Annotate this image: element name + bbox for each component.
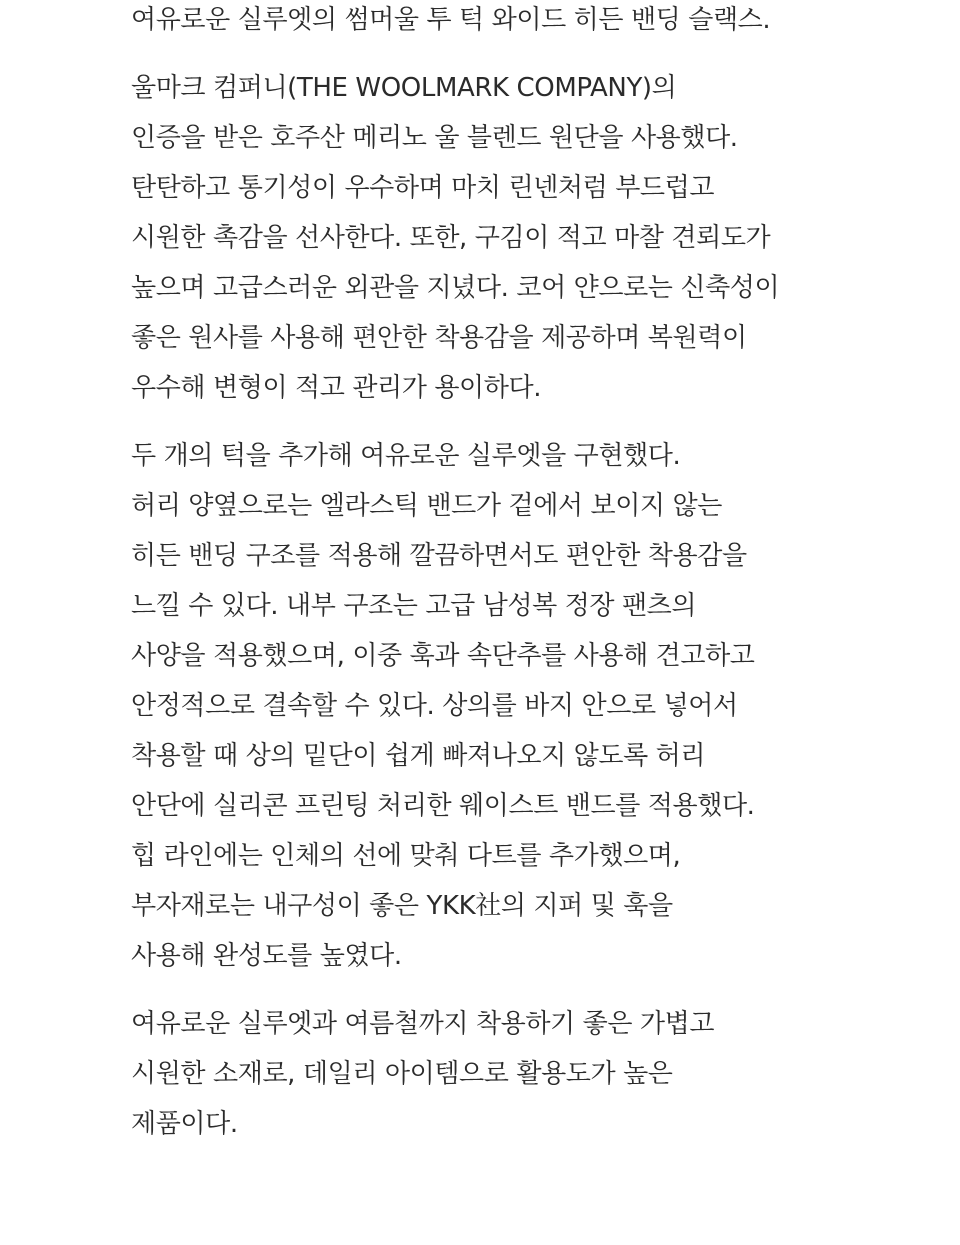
paragraph-line: 시원한 촉감을 선사한다. 또한, 구김이 적고 마찰 견뢰도가 <box>131 223 771 253</box>
paragraph-line: 두 개의 턱을 추가해 여유로운 실루엣을 구현했다. <box>131 441 681 471</box>
paragraph-line: 울마크 컴퍼니(THE WOOLMARK COMPANY)의 <box>131 73 677 103</box>
paragraph-line: 안정적으로 결속할 수 있다. 상의를 바지 안으로 넣어서 <box>131 691 738 721</box>
paragraph-line: 힙 라인에는 인체의 선에 맞춰 다트를 추가했으며, <box>131 841 681 871</box>
paragraph-line: 높으며 고급스러운 외관을 지녔다. 코어 얀으로는 신축성이 <box>131 273 780 303</box>
description-paragraph <box>131 431 931 981</box>
paragraph-line: 여유로운 실루엣과 여름철까지 착용하기 좋은 가볍고 <box>131 1009 715 1039</box>
paragraph-line: 부자재로는 내구성이 좋은 YKK社의 지퍼 및 훅을 <box>131 891 673 921</box>
description-paragraph <box>131 0 931 45</box>
paragraph-line: 인증을 받은 호주산 메리노 울 블렌드 원단을 사용했다. <box>131 123 738 153</box>
paragraph-line: 탄탄하고 통기성이 우수하며 마치 린넨처럼 부드럽고 <box>131 173 715 203</box>
paragraph-line: 안단에 실리콘 프린팅 처리한 웨이스트 밴드를 적용했다. <box>131 791 755 821</box>
paragraph-line: 착용할 때 상의 밑단이 쉽게 빠져나오지 않도록 허리 <box>131 741 706 771</box>
paragraph-line: 사용해 완성도를 높였다. <box>131 941 402 971</box>
description-paragraph <box>131 999 931 1149</box>
paragraph-line: 허리 양옆으로는 엘라스틱 밴드가 겉에서 보이지 않는 <box>131 491 722 521</box>
product-description <box>131 0 931 1167</box>
paragraph-line: 히든 밴딩 구조를 적용해 깔끔하면서도 편안한 착용감을 <box>131 541 747 571</box>
paragraph-line: 사양을 적용했으며, 이중 훅과 속단추를 사용해 견고하고 <box>131 641 755 671</box>
description-paragraph <box>131 63 931 413</box>
paragraph-line: 시원한 소재로, 데일리 아이템으로 활용도가 높은 <box>131 1059 673 1089</box>
paragraph-line: 느낄 수 있다. 내부 구조는 고급 남성복 정장 팬츠의 <box>131 591 697 621</box>
paragraph-line: 우수해 변형이 적고 관리가 용이하다. <box>131 373 542 403</box>
paragraph-line: 제품이다. <box>131 1109 238 1139</box>
paragraph-line: 여유로운 실루엣의 썸머울 투 턱 와이드 히든 밴딩 슬랙스. <box>131 5 771 35</box>
paragraph-line: 좋은 원사를 사용해 편안한 착용감을 제공하며 복원력이 <box>131 323 747 353</box>
